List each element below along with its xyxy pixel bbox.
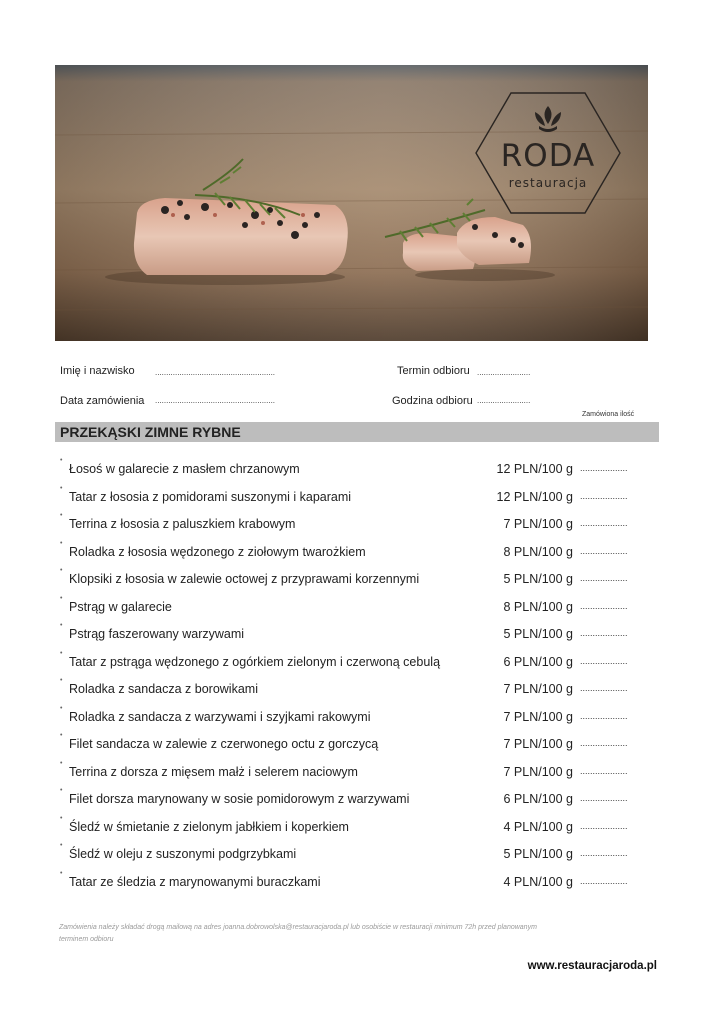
menu-item-list (55, 456, 659, 896)
order-date-label: Data zamówienia (60, 395, 145, 407)
menu-item (55, 869, 659, 897)
item-qty-field[interactable]: ................... (580, 820, 628, 831)
item-qty-field[interactable]: ................... (580, 518, 628, 528)
item-qty-field[interactable]: ................... (580, 710, 628, 721)
item-qty-field[interactable]: ................... (580, 738, 628, 748)
menu-item (55, 704, 659, 732)
bullet-icon: • (60, 567, 63, 574)
menu-item (55, 649, 659, 677)
name-field[interactable]: ...................................................... (155, 368, 276, 377)
item-price: 6 PLN/100 g (503, 654, 573, 669)
menu-item (55, 594, 659, 622)
ordered-qty-header: Zamówiona ilość (582, 411, 635, 418)
item-price: 4 PLN/100 g (503, 874, 573, 889)
item-name: Tatar ze śledzia z marynowanymi buraczkami (69, 874, 321, 889)
item-price: 5 PLN/100 g (503, 847, 573, 861)
item-price: 5 PLN/100 g (503, 627, 573, 641)
item-price: 7 PLN/100 g (503, 737, 573, 751)
item-price: 8 PLN/100 g (503, 599, 573, 614)
bullet-icon: • (60, 787, 63, 794)
bullet-icon: • (60, 512, 63, 519)
brand-name: RODA (500, 138, 596, 174)
item-qty-field[interactable]: ................... (580, 600, 628, 611)
pickup-time-field[interactable]: ........................ (477, 396, 531, 405)
pickup-term-field[interactable]: ........................ (477, 368, 531, 377)
brand-logo (473, 90, 623, 216)
item-name: Roladka z sandacza z borowikami (69, 682, 258, 696)
bullet-icon: • (60, 457, 63, 464)
menu-item (55, 621, 659, 649)
item-qty-field[interactable]: ................... (580, 545, 628, 556)
bullet-icon: • (60, 649, 63, 657)
item-qty-field[interactable]: ................... (580, 655, 628, 666)
bullet-icon: • (60, 622, 63, 629)
bullet-icon: • (60, 484, 63, 492)
item-name: Śledź w oleju z suszonymi podgrzybkami (69, 847, 297, 861)
order-date-field[interactable]: ...................................................... (155, 396, 276, 405)
menu-item (55, 841, 659, 869)
brand-subtitle: restauracja (508, 176, 588, 190)
item-qty-field[interactable]: ................... (580, 875, 628, 886)
pickup-term-label: Termin odbioru (397, 365, 470, 377)
item-price: 12 PLN/100 g (496, 489, 573, 504)
item-price: 8 PLN/100 g (503, 544, 573, 559)
section-title: PRZEKĄSKI ZIMNE RYBNE (60, 424, 241, 440)
menu-item (55, 814, 659, 842)
bullet-icon: • (60, 594, 63, 602)
item-price: 7 PLN/100 g (503, 682, 573, 696)
menu-item (55, 759, 659, 787)
pickup-time-label: Godzina odbioru (392, 395, 473, 407)
item-qty-field[interactable]: ................... (580, 573, 628, 583)
item-qty-field[interactable]: ................... (580, 848, 628, 858)
item-name: Roladka z łososia wędzonego z ziołowym twarożkiem (69, 544, 366, 559)
menu-item (55, 731, 659, 759)
item-qty-field[interactable]: ................... (580, 490, 628, 501)
menu-item (55, 511, 659, 539)
website-link[interactable]: www.restauracjaroda.pl (527, 960, 657, 972)
item-qty-field[interactable]: ................... (580, 793, 628, 803)
item-name: Pstrąg faszerowany warzywami (69, 627, 245, 641)
item-qty-field[interactable]: ................... (580, 765, 628, 776)
menu-item (55, 566, 659, 594)
name-label: Imię i nazwisko (60, 365, 135, 377)
item-price: 6 PLN/100 g (503, 792, 573, 806)
item-qty-field[interactable]: ................... (580, 628, 628, 638)
bullet-icon: • (60, 814, 63, 822)
item-name: Filet sandacza w zalewie z czerwonego octu z gorczycą (69, 737, 379, 751)
item-price: 7 PLN/100 g (503, 517, 573, 531)
menu-item (55, 484, 659, 512)
bullet-icon: • (60, 842, 63, 849)
leaf-ornament-icon (535, 106, 561, 132)
item-name: Tatar z pstrąga wędzonego z ogórkiem zielonym i czerwoną cebulą (69, 654, 441, 669)
bullet-icon: • (60, 869, 63, 877)
menu-item (55, 786, 659, 814)
order-footnote: Zamówienia należy składać drogą mailową na adres joanna.dobrowolska@restauracjaroda.pl lub osobiście w restauracji minimum 72h przed planowanym terminem odbioru (59, 924, 537, 943)
item-name: Terrina z dorsza z mięsem małż i selerem naciowym (69, 764, 358, 779)
item-name: Tatar z łososia z pomidorami suszonymi i kaparami (69, 489, 352, 504)
menu-item (55, 539, 659, 567)
item-qty-field[interactable]: ................... (580, 683, 628, 693)
bullet-icon: • (60, 539, 63, 547)
item-name: Roladka z sandacza z warzywami i szyjkami rakowymi (69, 709, 371, 724)
item-name: Łosoś w galarecie z masłem chrzanowym (69, 462, 300, 476)
item-name: Śledź w śmietanie z zielonym jabłkiem i koperkiem (69, 819, 349, 834)
bullet-icon: • (60, 732, 63, 739)
item-qty-field[interactable]: ................... (580, 463, 628, 473)
bullet-icon: • (60, 704, 63, 712)
item-price: 4 PLN/100 g (503, 819, 573, 834)
menu-item (55, 676, 659, 704)
item-price: 7 PLN/100 g (503, 764, 573, 779)
section-header (55, 422, 659, 442)
item-name: Pstrąg w galarecie (69, 599, 172, 614)
item-price: 5 PLN/100 g (503, 572, 573, 586)
bullet-icon: • (60, 759, 63, 767)
menu-item (55, 456, 659, 484)
item-name: Filet dorsza marynowany w sosie pomidorowym z warzywami (69, 792, 410, 806)
item-name: Terrina z łososia z paluszkiem krabowym (69, 517, 296, 531)
item-price: 7 PLN/100 g (503, 709, 573, 724)
item-price: 12 PLN/100 g (496, 462, 573, 476)
item-name: Klopsiki z łososia w zalewie octowej z przyprawami korzennymi (69, 572, 420, 586)
bullet-icon: • (60, 677, 63, 684)
